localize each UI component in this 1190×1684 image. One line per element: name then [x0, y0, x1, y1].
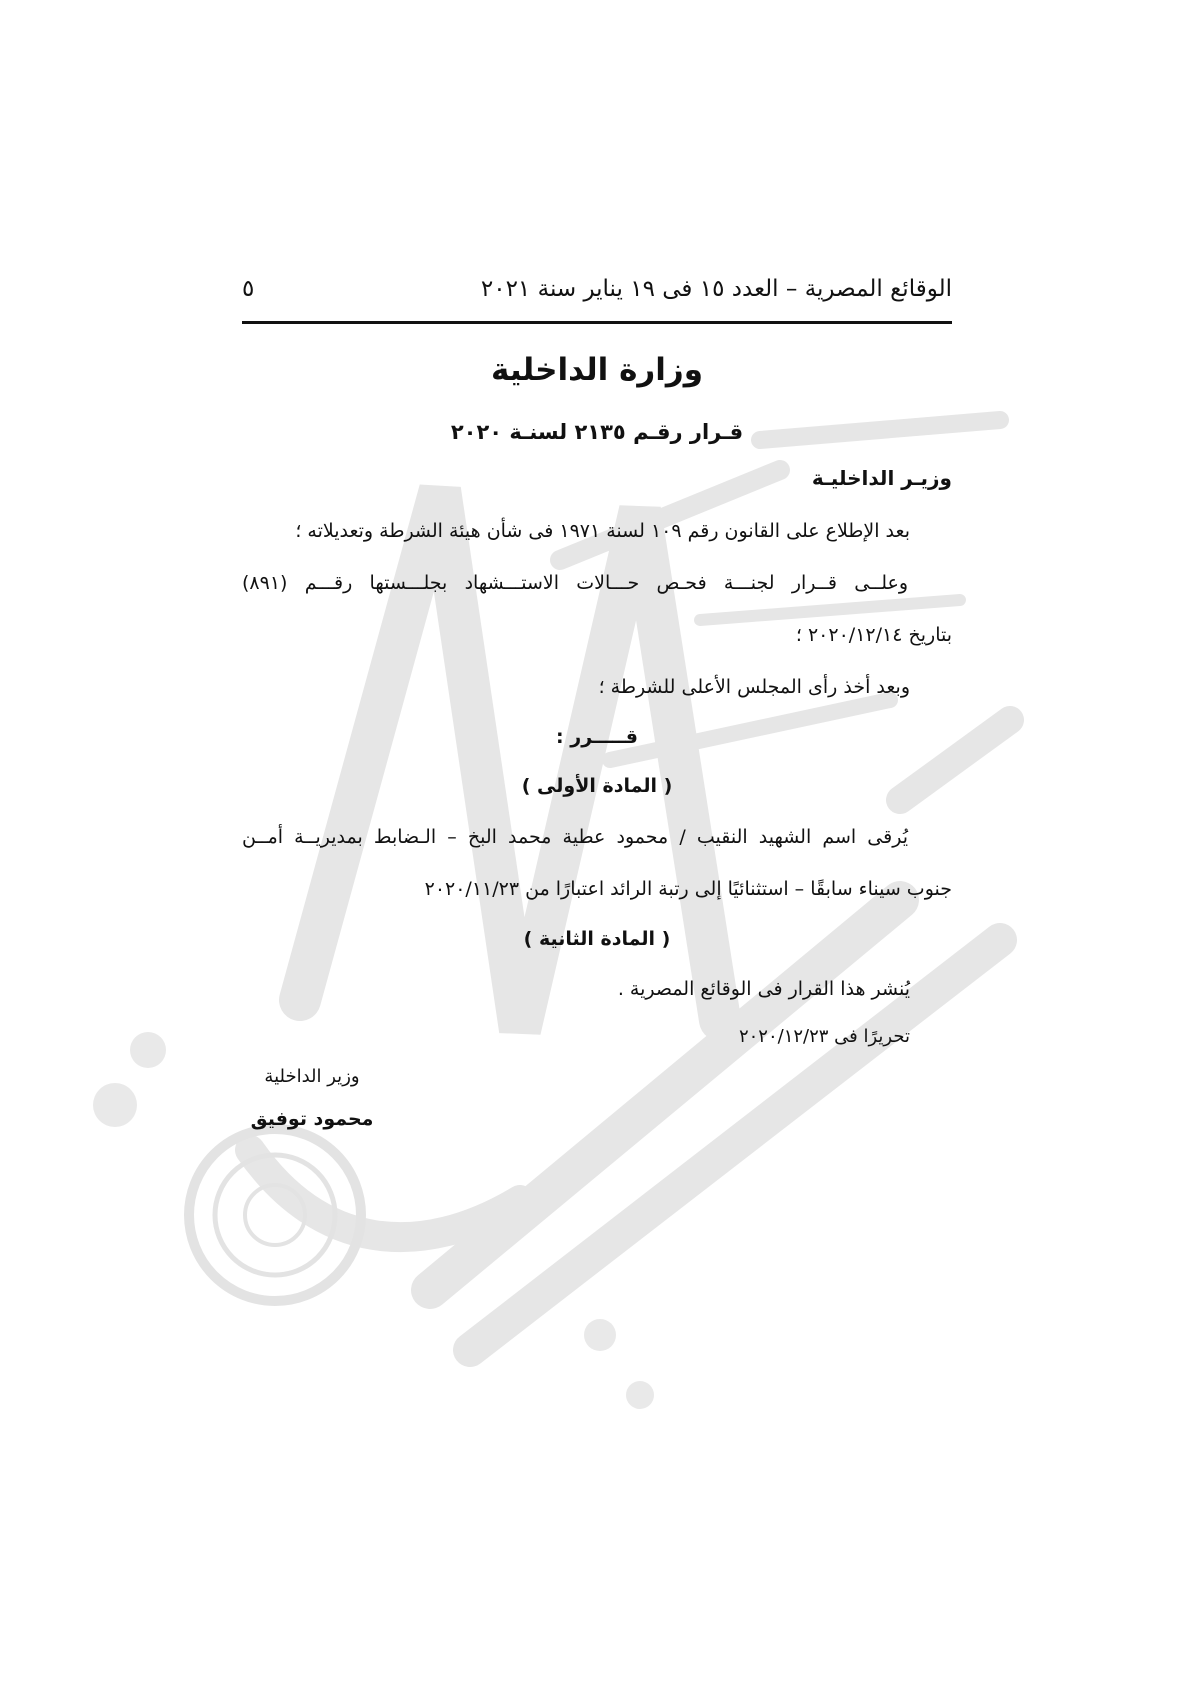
gazette-header-title: الوقائع المصرية – العدد ١٥ فى ١٩ يناير سنة ٢٠٢١ [480, 276, 952, 302]
decree-title: قـرار رقـم ٢١٣٥ لسنـة ٢٠٢٠ [450, 420, 744, 444]
article-1-title: ( المادة الأولى ) [521, 775, 673, 797]
minister-heading: وزيـر الداخليـة [811, 466, 952, 490]
preamble-line: وعلــى قــرار لجنـــة فحـص حـــالات الاستـــشهاد بجلـــستها رقـــم (٨٩١) [242, 572, 908, 594]
signatory-title: وزير الداخلية [264, 1066, 360, 1087]
page-header [242, 270, 952, 310]
preamble-line: بعد الإطلاع على القانون رقم ١٠٩ لسنة ١٩٧١ فى شأن هيئة الشرطة وتعديلاته ؛ [295, 520, 910, 542]
page-number: ٥ [242, 276, 255, 302]
header-divider [242, 321, 952, 324]
preamble-line: وبعد أخذ رأى المجلس الأعلى للشرطة ؛ [598, 676, 910, 698]
issued-date: تحريرًا فى ٢٠٢٠/١٢/٢٣ [738, 1026, 910, 1047]
ministry-title: وزارة الداخلية [491, 352, 703, 388]
article-1-text-line: جنوب سيناء سابقًا – استثنائيًا إلى رتبة الرائد اعتبارًا من ٢٠٢٠/١١/٢٣ [424, 878, 952, 900]
article-2-text: يُنشر هذا القرار فى الوقائع المصرية . [617, 978, 910, 1000]
signatory-name: محمود توفيق [250, 1108, 374, 1130]
decided-label: قـــــرر : [556, 726, 638, 748]
preamble-line: بتاريخ ٢٠٢٠/١٢/١٤ ؛ [795, 624, 952, 646]
article-1-text-line: يُرقى اسم الشهيد النقيب / محمود عطية محمد البخ – الـضابط بمديريــة أمــن [242, 826, 908, 848]
article-2-title: ( المادة الثانية ) [523, 928, 671, 950]
